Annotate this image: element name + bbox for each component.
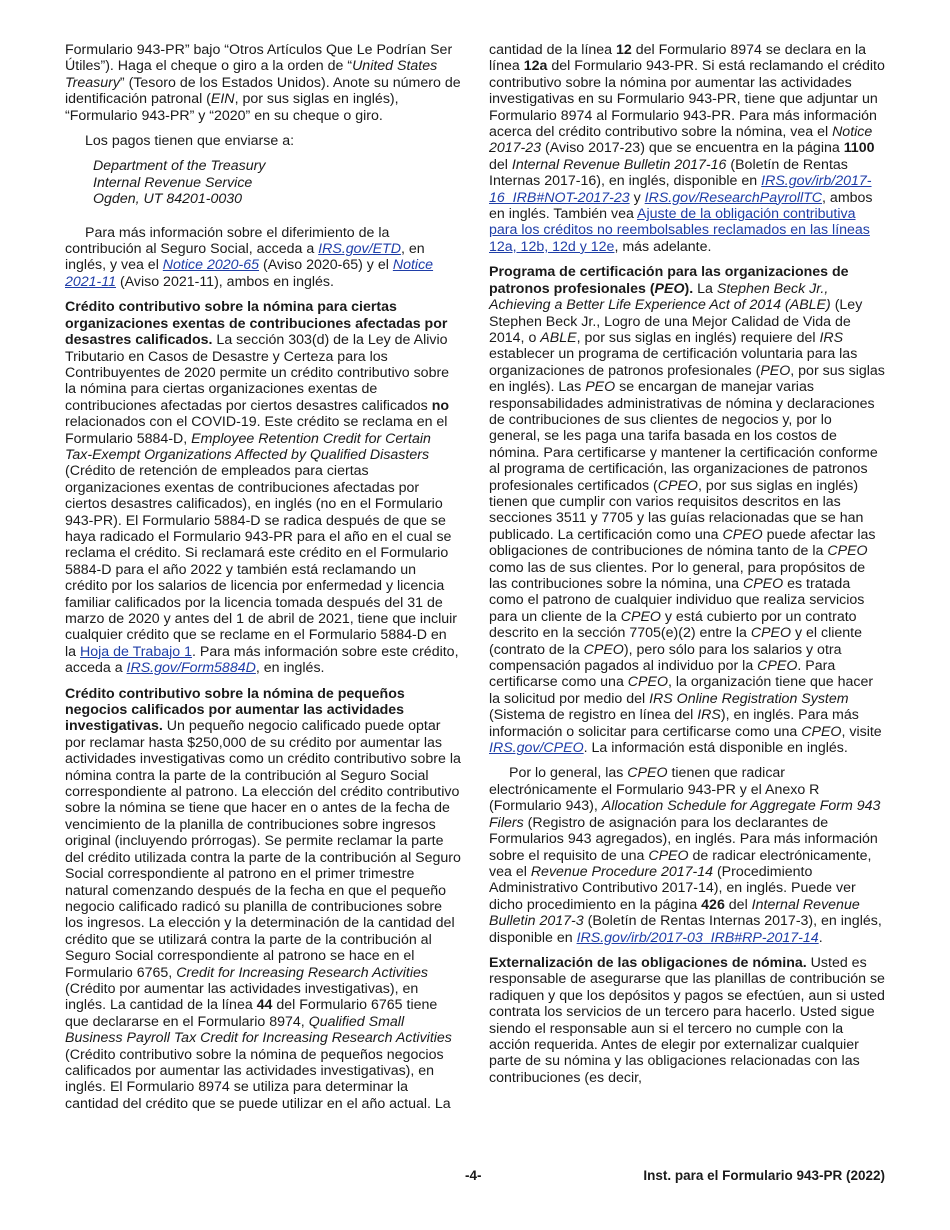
document-title: Inst. para el Formulario 943-PR (2022) bbox=[643, 1168, 885, 1183]
paragraph-cpeo-efile: Por lo general, las CPEO tienen que radicar electrónicamente el Formulario 943-PR y el Anexo R (Formulario 943), Allocation Schedule for Aggregate Form 943 Filers (Registro de asignación para los declarantes de Formularios 943 agregados), en inglés. Para más información sobre el requisito de una CPEO de radicar electrónicamente, vea el Revenue Procedure 2017-14 (Procedimiento Administrativo Contributivo 2017-14), en inglés. Puede ver dicho procedimiento en la página 426 del Internal Revenue Bulletin 2017-3 (Boletín de Rentas Internas 2017-3), en inglés, disponible en IRS.gov/irb/2017-03_IRB#RP-2017-14. bbox=[489, 765, 882, 946]
paragraph-payment-check: Formulario 943-PR” bajo “Otros Artículos Que Le Podrían Ser Útiles”). Haga el cheque o giro a la orden de “United States Treasury” (Tesoro de los Estados Unidos). Anote su número de identificación patronal (EIN, por sus siglas en inglés), “Formulario 943-PR” y “2020” en su cheque o giro. bbox=[65, 42, 461, 124]
right-column bbox=[489, 42, 885, 1095]
section-heading: Crédito contributivo sobre la nómina para ciertas organizaciones exentas de contribuciones afectadas por desastres calificados. bbox=[65, 299, 448, 349]
link-irb-2017-16[interactable]: IRS.gov/irb/2017-16_IRB#NOT-2017-23 bbox=[489, 173, 872, 206]
section-outsourcing-payroll: Externalización de las obligaciones de nómina. Usted es responsable de asegurarse que las planillas de contribución se radiquen y que los depósitos y pagos se efectúen, aun si usted contrata los servicios de un tercero para hacerlo. Usted sigue siendo el responsable aun si el tercero no cumple con la acción requerida. Antes de elegir por externalizar cualquier parte de su nómina y las obligaciones relacionadas con las contribuciones (es decir, bbox=[489, 954, 885, 1086]
page-footer bbox=[65, 1168, 885, 1188]
page-number: -4- bbox=[465, 1168, 482, 1183]
link-ajuste-obligacion[interactable]: Ajuste de la obligación contributiva para los créditos no reembolsables reclamados en las líneas 12a, 12b, 12d y 12e bbox=[489, 206, 870, 255]
paragraph-deferral-info: Para más información sobre el diferimiento de la contribución al Seguro Social, acceda a IRS.gov/ETD, en inglés, y vea el Notice 2020-65 (Aviso 2020-65) y el Notice 2021-11 (Aviso 2021-11), ambos en inglés. bbox=[65, 224, 434, 290]
link-irs-etd[interactable]: IRS.gov/ETD bbox=[318, 241, 401, 258]
section-research-credit: Crédito contributivo sobre la nómina de pequeños negocios calificados por aumentar las actividades investigativas. Un pequeño negocio calificado puede optar por reclamar hasta $250,000 de su crédito por aumentar las actividades investigativas como un crédito contributivo sobre la nómina contra la parte de la contribución al Seguro Social correspondiente al patrono. La elección del crédito contributivo sobre la nómina se tiene que hacer en o antes de la fecha de vencimiento de la planilla de contribuciones sobre ingresos original (incluyendo prórrogas). Se permite reclamar la parte del crédito utilizada contra la parte de la contribución al Seguro Social correspondiente al patrono en el primer trimestre natural comenzando después de la fecha en que el pequeño negocio calificado radicó su planilla de contribuciones sobre los ingresos. La elección y la determinación de la cantidad del crédito que se utilizará contra la parte de la contribución al Seguro Social correspondiente al patrono se hace en el Formulario 6765, Credit for Increasing Research Activities (Crédito por aumentar las actividades investigativas), en inglés. La cantidad de la línea 44 del Formulario 6765 tiene que declararse en el Formulario 8974, Qualified Small Business Payroll Tax Credit for Increasing Research Activities (Crédito contributivo sobre la nómina de pequeños negocios calificados por aumentar las actividades investigativas), en inglés. El Formulario 8974 se utiliza para determinar la cantidad del crédito que se puede utilizar en el año actual. La bbox=[65, 685, 461, 1112]
link-irb-2017-03[interactable]: IRS.gov/irb/2017-03_IRB#RP-2017-14 bbox=[576, 929, 819, 946]
section-disaster-credit: Crédito contributivo sobre la nómina para ciertas organizaciones exentas de contribuciones afectadas por desastres calificados. La sección 303(d) de la Ley de Alivio Tributario en Casos de Desastre y Certeza para los Contribuyentes de 2020 permite un crédito contributivo sobre la nómina para ciertas organizaciones exentas de contribuciones afectadas por ciertos desastres calificados no relacionados con el COVID-19. Este crédito se reclama en el Formulario 5884-D, Employee Retention Credit for Certain Tax-Exempt Organizations Affected by Qualified Disasters (Crédito de retención de empleados para ciertas organizaciones exentas de contribuciones afectadas por ciertos desastres calificados), en inglés (no en el Formulario 943-PR). El Formulario 5884-D se radica después de que se haya radicado el Formulario 943-PR para el año en el cual se reclama el crédito. Si reclamará este crédito en el Formulario 5884-D para el año 2022 y también está reclamando un crédito por los salarios de licencia por enfermedad y licencia familiar calificados por la licencia tomada después del 31 de marzo de 2020 y antes del 1 de abril de 2021, tiene que incluir cualquier crédito que se reclame en el Formulario 5884-D en la Hoja de Trabajo 1. Para más información sobre este crédito, acceda a IRS.gov/Form5884D, en inglés. bbox=[65, 299, 459, 677]
link-irs-cpeo[interactable]: IRS.gov/CPEO bbox=[489, 740, 584, 757]
section-peo-certification: Programa de certificación para las organizaciones de patronos profesionales (PEO). La Stephen Beck Jr., Achieving a Better Life Experience Act of 2014 (ABLE) (Ley Stephen Beck Jr., Logro de una Mejor Calidad de Vida de 2014, o ABLE, por sus siglas en inglés) requiere del IRS establecer un programa de certificación voluntaria para las organizaciones de patronos profesionales (PEO, por sus siglas en inglés). Las PEO se encargan de manejar varias responsabilidades administrativas de nómina y declaraciones de contribuciones de sus clientes de negocios y, por lo general, se les paga una tarifa basada en los costos de nómina. Para certificarse y mantener la certificación conforme al programa de certificación, las organizaciones de patronos profesionales certificados (CPEO, por sus siglas en inglés) tienen que cumplir con varios requisitos descritos en las secciones 3511 y 7705 y las guías relacionadas que se han publicado. La certificación como una CPEO puede afectar las obligaciones de contribuciones de nómina tanto de la CPEO como las de sus clientes. Por lo general, para propósitos de las contribuciones sobre la nómina, una CPEO es tratada como el patrono de cualquier individuo que realiza servicios para un cliente de la CPEO y está cubierto por un contrato descrito en la sección 7705(e)(2) entre la CPEO y el cliente (contrato de la CPEO), pero sólo para los salarios y otra compensación pagados al individuo por la CPEO. Para certificarse como una CPEO, la organización tiene que hacer la solicitud por medio del IRS Online Registration System (Sistema de registro en línea del IRS), en inglés. Para más información o solicitar para certificarse como una CPEO, visite IRS.gov/CPEO. La información está disponible en inglés. bbox=[489, 264, 885, 757]
address-line: Department of the Treasury bbox=[93, 158, 266, 175]
section-heading: Crédito contributivo sobre la nómina de pequeños negocios calificados por aumentar las actividades investigativas. bbox=[65, 685, 405, 735]
paragraph-research-credit-cont: cantidad de la línea 12 del Formulario 8974 se declara en la línea 12a del Formulario 943-PR. Si está reclamando el crédito contributivo sobre la nómina por aumentar las actividades investigativas en su Formulario 943-PR, tiene que adjuntar un Formulario 8974 al Formulario 943-PR. Para más información acerca del crédito contributivo sobre la nómina, vea el Notice 2017-23 (Aviso 2017-23) que se encuentra en la página 1100 del Internal Revenue Bulletin 2017-16 (Boletín de Rentas Internas 2017-16), en inglés, disponible en IRS.gov/irb/2017-16_IRB#NOT-2017-23 y IRS.gov/ResearchPayrollTC, ambos en inglés. También vea Ajuste de la obligación contributiva para los créditos no reembolsables reclamados en las líneas 12a, 12b, 12d y 12e, más adelante. bbox=[489, 42, 885, 255]
link-hoja-de-trabajo-1[interactable]: Hoja de Trabajo 1 bbox=[79, 643, 192, 660]
paragraph-send-payments: Los pagos tienen que enviarse a: bbox=[85, 133, 295, 150]
mailing-address bbox=[93, 158, 461, 207]
link-research-payroll-tc[interactable]: IRS.gov/ResearchPayrollTC bbox=[644, 189, 823, 206]
address-line: Ogden, UT 84201-0030 bbox=[93, 191, 243, 208]
link-notice-2020-65[interactable]: Notice 2020-65 bbox=[162, 257, 260, 274]
section-heading: Externalización de las obligaciones de nómina. bbox=[489, 954, 807, 971]
address-line: Internal Revenue Service bbox=[93, 174, 253, 191]
left-column bbox=[65, 42, 461, 1121]
section-heading: Programa de certificación para las organizaciones de patronos profesionales (PEO). bbox=[489, 264, 849, 297]
link-notice-2021-11[interactable]: Notice 2021-11 bbox=[65, 257, 434, 290]
link-irs-form5884d[interactable]: IRS.gov/Form5884D bbox=[126, 660, 256, 677]
